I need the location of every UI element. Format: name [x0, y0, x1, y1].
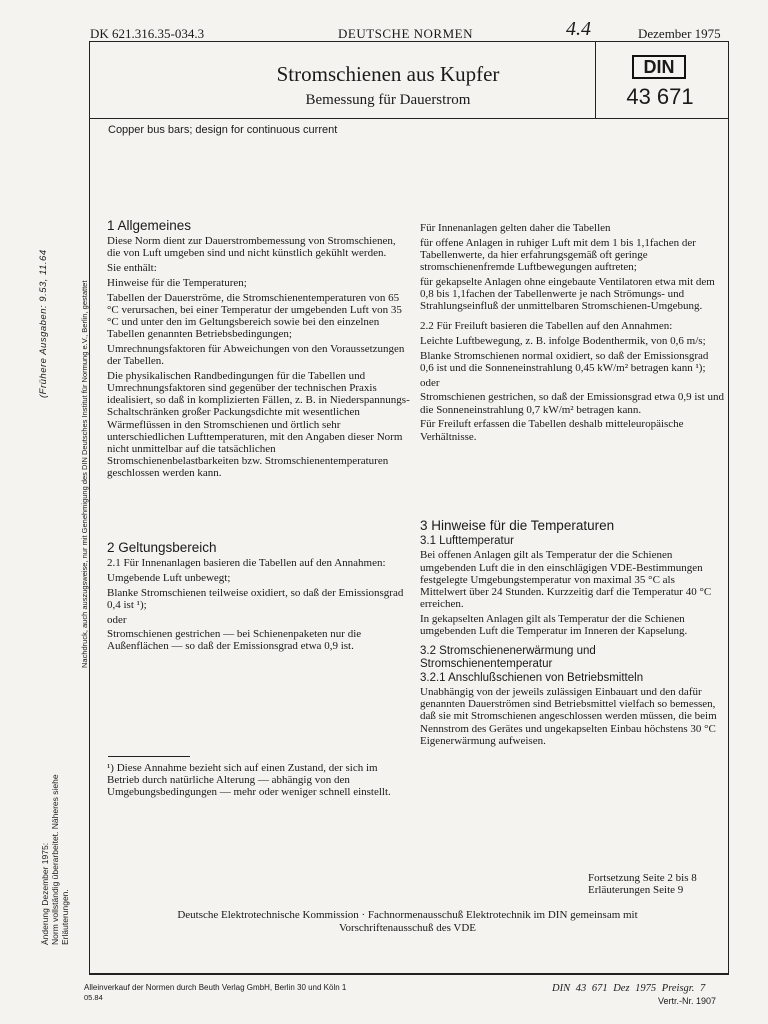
open-installations: für offene Anlagen in ruhiger Luft mit dem 1 bis 1,1fachen der Tabellenwerte, da hier erfahrungsgemäß oft geringe stromschienenfremde Luftbewegungen auftreten; [420, 236, 696, 274]
section-2-1-bare: Blanke Stromschienen teilweise oxidiert, so daß der Emissionsgrad 0,4 ist ¹); [107, 586, 404, 611]
section-2-2-or: oder [420, 376, 440, 389]
section-1-intro: Diese Norm dient zur Dauerstrombemessung von Stromschienen, die von Luft umgeben sind und nicht künstlich gekühlt werden. [107, 235, 396, 260]
section-1-item-2: Tabellen der Dauerströme, die Stromschienentemperaturen von 65 °C verursachen, bei einer Temperatur der umgebenden Luft von 35 °C und unter den im Geltungsbereich sowie bei den einzelnen Tabellen genannten Betriebsbedingungen; [107, 291, 402, 341]
section-3-2-1-text: Unabhängig von der jeweils zulässigen Einbauart und den dafür genannten Dauerströmen sind Betriebsmittel vielfach so bemessen, daß sie mit Stromschienen angeschlossen werden müssen, die beim Nennstrom des Gerätes und ungekapselten Einbau höchstens 30 °C Eigenerwärmung aufweisen. [420, 685, 717, 747]
section-2-heading: 2 Geltungsbereich [107, 540, 217, 555]
section-2-2-painted: Stromschienen gestrichen, so daß der Emissionsgrad etwa 0,9 ist und die Sonneneinstrahlung 0,7 kW/m² betragen kann. [420, 391, 724, 416]
section-1-contains-label: Sie enthält: [107, 262, 157, 275]
section-3-1-open: Bei offenen Anlagen gilt als Temperatur der die Schienen umgebenden Luft die in den einschlägigen VDE-Bestimmungen festgelegte Umgebungstemperatur von maximal 35 °C als Mittelwert über 24 Stunden. Kurzzeitig darf die Temperatur 40 °C erreichen. [420, 549, 712, 611]
section-1-item-3: Umrechnungsfaktoren für Abweichungen von den Voraussetzungen der Tabellen. [107, 342, 405, 368]
section-2-2-bare: Blanke Stromschienen normal oxidiert, so daß der Emissionsgrad 0,6 ist und die Sonneneinstrahlung 0,45 kW/m² betragen kann ¹); [420, 349, 709, 375]
standard-number: 43 671 [626, 84, 694, 109]
reprint-notice: Nachdruck, auch auszugsweise, nur mit Genehmigung des DIN Deutsches Institut für Normung e.V., Berlin, gestattet [80, 280, 89, 668]
section-2-1-air: Umgebende Luft unbewegt; [107, 571, 231, 584]
title-divider-vertical [595, 41, 596, 118]
indoor-tables-intro: Für Innenanlagen gelten daher die Tabellen [420, 222, 611, 234]
section-3-1-enclosed: In gekapselten Anlagen gilt als Temperatur der die Schienen umgebenden Luft die Temperatur im Inneren der Kapselung. [420, 612, 688, 638]
section-2-2-air: Leichte Luftbewegung, z. B. infolge Bodenthermik, von 0,6 m/s; [420, 335, 706, 348]
sales-notice: Alleinverkauf der Normen durch Beuth Verlag GmbH, Berlin 30 und Köln 1 [84, 983, 347, 992]
continuation-note [588, 872, 697, 896]
section-3-2-heading: 3.2 Stromschienenerwärmung und Stromschienentemperatur [420, 645, 596, 670]
document-title: Stromschienen aus Kupfer [276, 62, 500, 86]
din-logo: DIN [632, 55, 686, 79]
document-subtitle: Bemessung für Dauerstrom [305, 92, 471, 108]
section-3 [420, 520, 724, 749]
continuation-pages: Fortsetzung Seite 2 bis 8 [588, 872, 697, 884]
section-2-1-or: oder [107, 613, 127, 626]
footer-reference: DIN 43 671 Dez 1975 Preisgr. 7 [552, 983, 706, 994]
section-3-2-1-heading: 3.2.1 Anschlußschienen von Betriebsmitteln [420, 671, 644, 684]
section-2-1-intro: 2.1 Für Innenanlagen basieren die Tabellen auf den Annahmen: [107, 557, 386, 570]
distribution-number: Vertr.-Nr. 1907 [658, 996, 717, 1006]
change-note-line-3: Erläuterungen. [60, 889, 70, 945]
explanations-page: Erläuterungen Seite 9 [588, 884, 684, 896]
section-3-1-heading: 3.1 Lufttemperatur [420, 535, 514, 548]
committee-credit: Deutsche Elektrotechnische Kommission · Fachnormenausschuß Elektrotechnik im DIN gemeinsam mit Vorschriftenausschuß des VDE [177, 909, 638, 934]
footnote-divider [108, 756, 190, 757]
print-code: 05.84 [84, 993, 103, 1002]
bottom-divider [89, 974, 729, 975]
issue-date: Dezember 1975 [638, 26, 721, 41]
section-1-heading: 1 Allgemeines [107, 218, 192, 233]
section-2-1-painted: Stromschienen gestrichen — bei Schienenpaketen nur die Außenflächen — so daß der Emissionsgrad etwa 0,9 ist. [107, 628, 362, 653]
section-1-paragraph: Die physikalischen Randbedingungen für die Tabellen und Umrechnungsfaktoren sind gegenüber der technischen Praxis idealisiert, so daß in komplizierten Fällen, z. B. in Niederspannungs-Schaltschränken großer Packungsdichte mit wesentlichen Wärmeflüssen in den Stromschienen und örtlich sehr unterschiedlichen Lufttemperaturen, mit den Angaben dieser Norm nicht unmittelbar auf die tatsächlichen Stromschienenbelastbarkeiten bzw. Stromschienentemperaturen geschlossen werden kann. [107, 369, 410, 480]
footnote [107, 762, 410, 801]
section-3-heading: 3 Hinweise für die Temperaturen [420, 518, 615, 533]
left-column-section-2 [107, 542, 410, 655]
section-2-2-summary: Für Freiluft erfassen die Tabellen deshalb mitteleuropäische Verhältnisse. [420, 418, 684, 443]
change-note-line-2: Norm vollständig überarbeitet. Näheres siehe [50, 774, 60, 945]
doc-classification: DK 621.316.35-034.3 [90, 26, 205, 41]
enclosed-installations: für gekapselte Anlagen ohne eingebaute Ventilatoren etwa mit dem 0,8 bis 1,1fachen der Tabellenwerte je nach Strömungs- und Strahlungseinfluß der unmittelbaren Stromschienen-Umgebung. [420, 275, 715, 313]
page-frame [89, 41, 729, 974]
change-note-line-1: Änderung Dezember 1975: [40, 842, 50, 945]
change-note [40, 774, 70, 945]
title-divider-horizontal [89, 118, 729, 119]
earlier-editions-note: (Frühere Ausgaben: 9.53, 11.64 [38, 249, 49, 398]
section-1-item-1: Hinweise für die Temperaturen; [107, 276, 247, 289]
footnote-1: ¹) Diese Annahme bezieht sich auf einen Zustand, der sich im Betrieb durch natürliche Alterung — abhängig von den Umgebungsbedingungen — mehr oder weniger schnell einstellt. [107, 762, 391, 799]
english-title: Copper bus bars; design for continuous current [108, 124, 338, 136]
header-title: DEUTSCHE NORMEN [338, 26, 473, 41]
right-column [420, 222, 724, 445]
left-column-section-1 [107, 220, 410, 482]
section-2-2-intro: 2.2 Für Freiluft basieren die Tabellen auf den Annahmen: [420, 320, 673, 333]
handwritten-note: 4.4 [566, 18, 591, 40]
